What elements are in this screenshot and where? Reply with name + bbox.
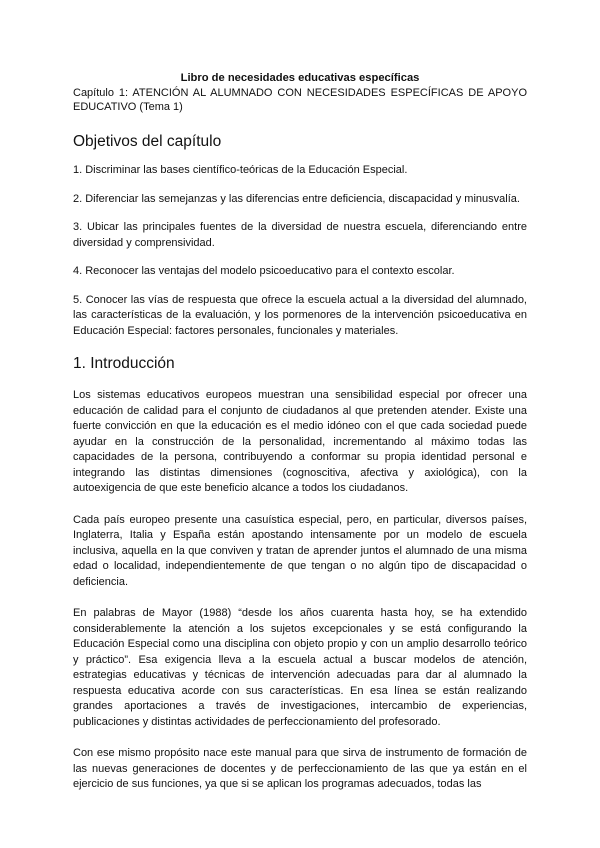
objective-item: 4. Reconocer las ventajas del modelo psicoeducativo para el contexto escolar. [73,265,455,277]
introduction-paragraph: En palabras de Mayor (1988) “desde los años cuarenta hasta hoy, se ha extendido considerablemente la atención a los sujetos excepcionales y se está configurando la Educación Especial como una disciplina con objeto propio y con un amplio desarrollo teórico y práctico”. Esa exigencia lleva a la escuela actual a buscar modelos de atención, estrategias educativas y técnicas de intervención adecuadas para dar al alumnado la respuesta educativa acorde con sus características. En esa línea se están realizando grandes aportaciones a través de investigaciones, intercambio de experiencias, publicaciones y distintas actividades de perfeccionamiento del profesorado. [73,607,527,728]
document-title: Libro de necesidades educativas específicas [180,72,420,84]
page-content [73,71,527,793]
introduction-paragraph: Los sistemas educativos europeos muestran una sensibilidad especial por ofrecer una educación de calidad para el conjunto de ciudadanos al que pretenden atender. Existe una fuerte convicción en que la educación es el medio idóneo con el que cada sociedad puede ayudar en la construcción de la personalidad, incrementando al máximo todas las capacidades de la persona, contribuyendo a conformar su propia identidad personal e integrando las distintas dimensiones (cognoscitiva, afectiva y axiológica), con la autoexigencia de que este beneficio alcance a todos los ciudadanos. [73,389,527,494]
objective-item: 2. Diferenciar las semejanzas y las diferencias entre deficiencia, discapacidad y minusvalía. [73,192,520,205]
introduction-heading: 1. Introducción [73,355,175,372]
objective-item: 3. Ubicar las principales fuentes de la diversidad de nuestra escuela, diferenciando entre diversidad y comprensividad. [73,221,527,249]
introduction-body [73,388,527,793]
objective-item: 1. Discriminar las bases científico-teóricas de la Educación Especial. [73,164,408,176]
objectives-list [73,163,527,339]
introduction-paragraph: Cada país europeo presente una casuística especial, pero, en particular, diversos países, Inglaterra, Italia y España están apostando intensamente por un modelo de escuela inclusiva, aquella en la que conviven y tratan de aprender juntos el alumnado de una misma edad o localidad, independientemente de que tengan o no algún tipo de discapacidad o deficiencia. [73,513,527,588]
chapter-title: Capítulo 1: ATENCIÓN AL ALUMNADO CON NECESIDADES ESPECÍFICAS DE APOYO EDUCATIVO (Tema 1) [73,87,527,113]
introduction-paragraph: Con ese mismo propósito nace este manual para que sirva de instrumento de formación de las nuevas generaciones de docentes y de perfeccionamiento de las que ya están en el ejercicio de sus funciones, ya que si se aplican los programas adecuados, todas las [73,747,527,790]
objective-item: 5. Conocer las vías de respuesta que ofrece la escuela actual a la diversidad del alumnado, las características de la evaluación, y los pormenores de la intervención psicoeducativa en Educación Especial: factores personales, funcionales y materiales. [73,293,527,337]
objectives-heading: Objetivos del capítulo [73,133,222,150]
